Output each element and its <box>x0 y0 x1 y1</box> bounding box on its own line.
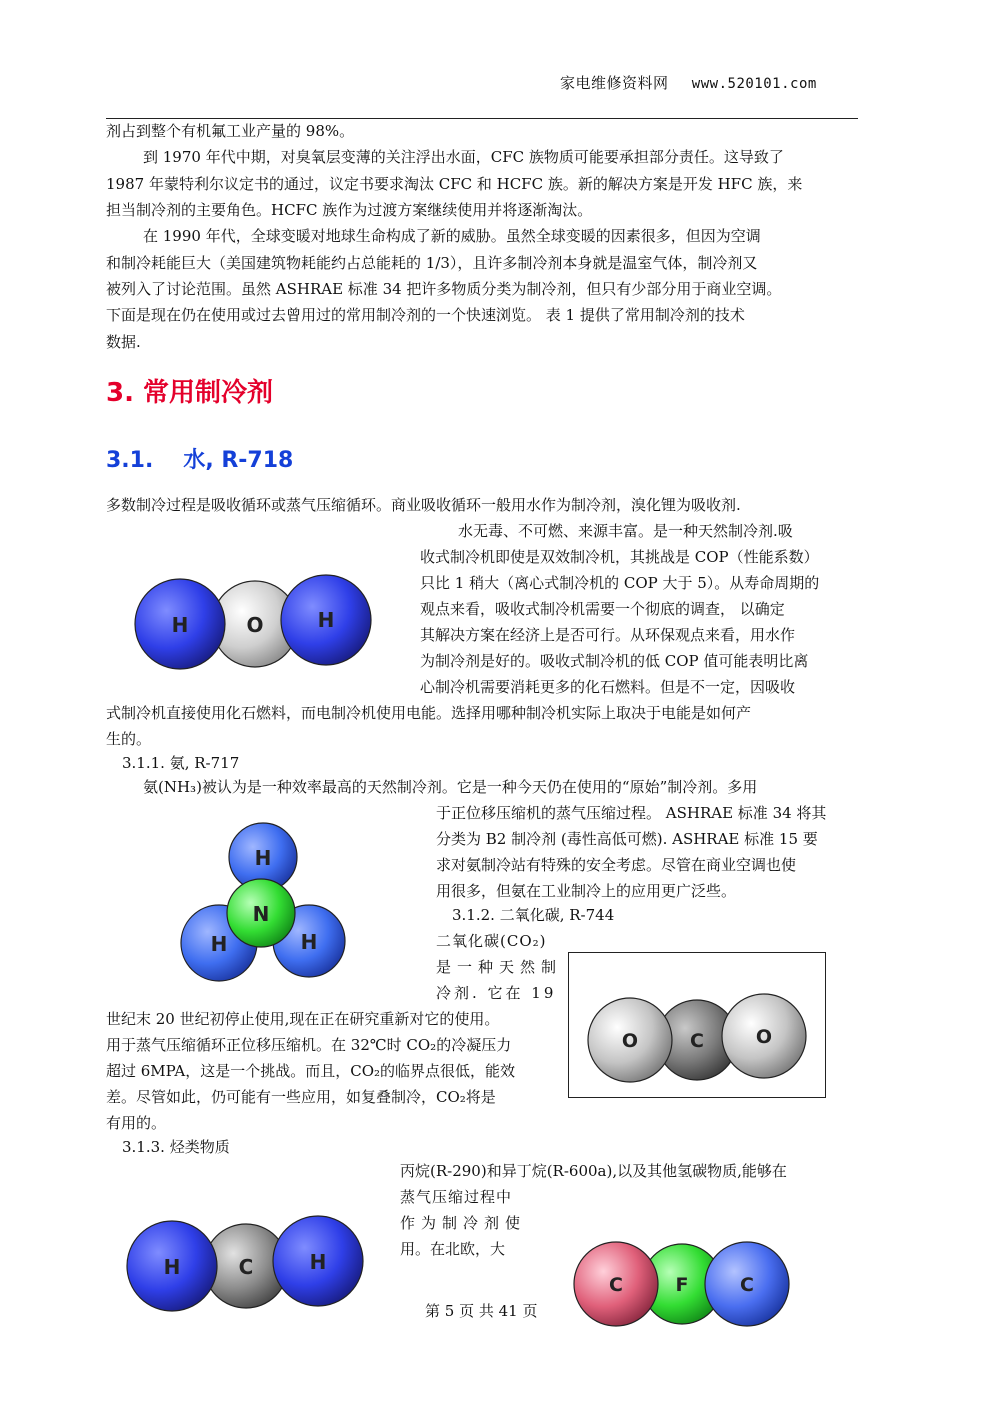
intro-line: 剂占到整个有机氟工业产量的 98%。 <box>106 122 355 140</box>
site-name: 家电维修资料网 <box>560 74 669 92</box>
body-line: 只比 1 稍大（离心式制冷机的 COP 大于 5）。从寿命周期的 <box>420 574 820 592</box>
atom-label: F <box>675 1274 689 1296</box>
section-heading-3-1 <box>106 443 293 474</box>
body-line: 多数制冷过程是吸收循环或蒸气压缩循环。商业吸收循环一般用水作为制冷剂，溴化锂为吸收剂. <box>106 496 741 514</box>
body-line: 式制冷机直接使用化石燃料，而电制冷机使用电能。选择用哪种制冷机实际上取决于电能是如何产 <box>106 704 752 722</box>
body-line: 是一种天然制 <box>436 958 563 976</box>
intro-line: 到 1970 年代中期，对臭氧层变薄的关注浮出水面，CFC 族物质可能要承担部分责任。这导致了 <box>143 148 784 166</box>
ammonia-molecule-image <box>175 815 355 985</box>
cfc-molecule-image <box>570 1240 800 1330</box>
intro-line: 数据. <box>106 333 141 351</box>
body-line: 分类为 B2 制冷剂 (毒性高低可燃). ASHRAE 标准 15 要 <box>436 830 818 848</box>
body-line: 生的。 <box>106 730 152 748</box>
body-line: 求对氨制冷站有特殊的安全考虑。尽管在商业空调也使 <box>436 856 797 874</box>
intro-line: 在 1990 年代，全球变暖对地球生命构成了新的威胁。虽然全球变暖的因素很多，但因为空调 <box>143 227 761 245</box>
section-title: 水, R-718 <box>183 448 294 473</box>
body-line: 收式制冷机即使是双效制冷机，其挑战是 COP（性能系数） <box>420 548 819 566</box>
body-line: 有用的。 <box>106 1114 167 1132</box>
body-line: 世纪末 20 世纪初停止使用,现在正在研究重新对它的使用。 <box>106 1010 500 1028</box>
atom-label: H <box>163 1255 181 1279</box>
body-line: 观点来看，吸收式制冷机需要一个彻底的调查， 以确定 <box>420 600 785 618</box>
body-line: 蒸气压缩过程中 <box>400 1188 513 1206</box>
intro-line: 下面是现在仍在使用或过去曾用过的常用制冷剂的一个快速浏览。 表 1 提供了常用制冷剂的技术 <box>106 306 745 324</box>
atom-label: C <box>238 1255 254 1279</box>
page-number: 第 5 页 共 41 页 <box>425 1302 538 1320</box>
body-line: 水无毒、不可燃、来源丰富。是一种天然制冷剂.吸 <box>458 522 793 540</box>
body-line: 于正位移压缩机的蒸气压缩过程。 ASHRAE 标准 34 将其 <box>436 804 827 822</box>
body-line: 用。在北欧，大 <box>400 1240 506 1258</box>
body-line: 超过 6MPA，这是一个挑战。而且，CO₂的临界点很低，能效 <box>106 1062 516 1080</box>
atom-label: H <box>300 930 318 954</box>
body-line: 丙烷(R-290)和异丁烷(R-600a),以及其他氢碳物质,能够在 <box>400 1162 787 1180</box>
atom-label: O <box>621 1030 639 1052</box>
atom-label: C <box>690 1030 704 1052</box>
atom-label: C <box>740 1274 754 1296</box>
body-line: 其解决方案在经济上是否可行。从环保观点来看，用水作 <box>420 626 796 644</box>
atom-label: C <box>609 1274 623 1296</box>
site-url[interactable]: www.520101.com <box>691 76 817 92</box>
atom-label: H <box>210 932 228 956</box>
intro-line: 1987 年蒙特利尔议定书的通过，议定书要求淘汰 CFC 和 HCFC 族。新的解决方案是开发 HFC 族，来 <box>106 175 803 193</box>
section-heading-3: 3. 常用制冷剂 <box>106 378 274 408</box>
body-line: 差。尽管如此，仍可能有一些应用，如复叠制冷，CO₂将是 <box>106 1088 496 1106</box>
atom-label: H <box>171 613 189 637</box>
hydrocarbon-molecule-image <box>124 1215 374 1315</box>
page-header <box>560 72 817 93</box>
subsection-heading-3-1-3: 3.1.3. 烃类物质 <box>122 1138 230 1156</box>
body-line: 用于蒸气压缩循环正位移压缩机。在 32℃时 CO₂的冷凝压力 <box>106 1036 512 1054</box>
body-line: 冷剂. 它在 19 <box>436 984 557 1002</box>
body-line: 为制冷剂是好的。吸收式制冷机的低 COP 值可能表明比离 <box>420 652 809 670</box>
body-line: 心制冷机需要消耗更多的化石燃料。但是不一定，因吸收 <box>420 678 796 696</box>
atom-label: H <box>317 608 335 632</box>
water-molecule-image <box>130 570 380 670</box>
intro-line: 担当制冷剂的主要角色。HCFC 族作为过渡方案继续使用并将逐渐淘汰。 <box>106 201 593 219</box>
subsection-heading-3-1-1: 3.1.1. 氨, R-717 <box>122 754 240 772</box>
atom-label: O <box>246 613 264 637</box>
body-line: 用很多，但氨在工业制冷上的应用更广泛些。 <box>436 882 737 900</box>
atom-label: H <box>309 1250 327 1274</box>
subsection-heading-3-1-2: 3.1.2. 二氧化碳, R-744 <box>452 906 615 924</box>
intro-line: 被列入了讨论范围。虽然 ASHRAE 标准 34 把许多物质分类为制冷剂，但只有少部分用于商业空调。 <box>106 280 782 298</box>
atom-label: N <box>252 902 270 926</box>
intro-line: 和制冷耗能巨大（美国建筑物耗能约占总能耗的 1/3），且许多制冷剂本身就是温室气体，制冷剂又 <box>106 254 758 272</box>
body-line: 二氧化碳(CO₂) <box>436 932 547 950</box>
body-line: 作为制冷剂使 <box>400 1214 527 1232</box>
body-line: 氨(NH₃)被认为是一种效率最高的天然制冷剂。它是一种今天仍在使用的“原始”制冷剂。多用 <box>143 778 758 796</box>
section-number: 3.1. <box>106 448 154 473</box>
atom-label: H <box>254 846 272 870</box>
atom-label: O <box>755 1026 773 1048</box>
co2-molecule-image <box>580 990 812 1086</box>
